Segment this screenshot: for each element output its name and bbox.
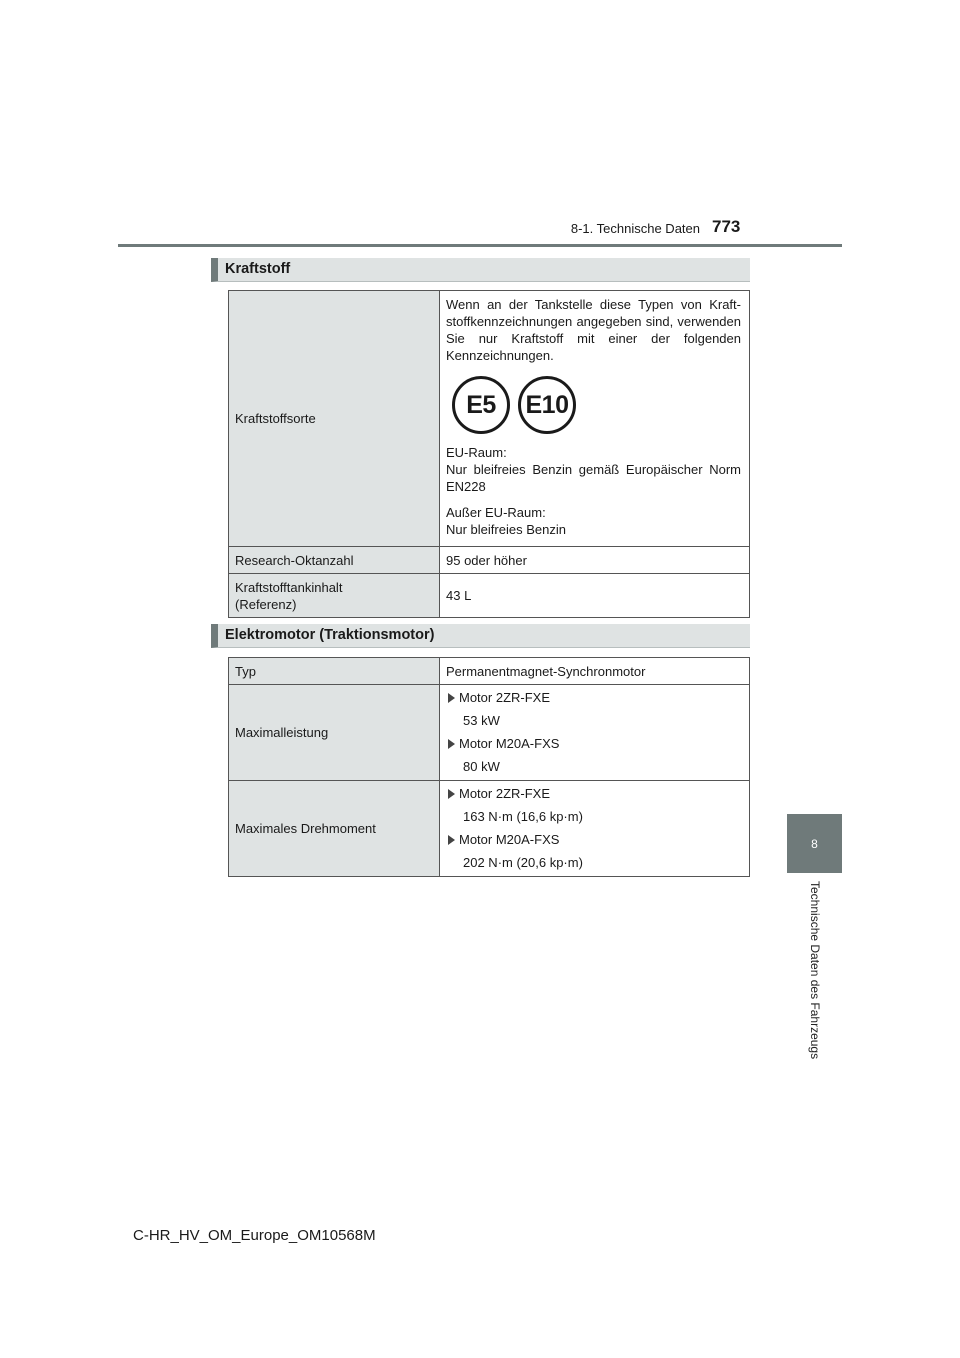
page-number: 773 <box>712 217 741 236</box>
table-row <box>229 574 750 618</box>
section-heading-kraftstoff: Kraftstoff <box>211 258 750 282</box>
section-heading-elektromotor: Elektromotor (Traktionsmotor) <box>211 624 750 648</box>
chapter-number: 8 <box>811 836 818 851</box>
kraftstoffsorte-label: Kraftstoffsorte <box>229 291 440 547</box>
drehmoment-value-2: 202 N·m (20,6 kp·m) <box>463 855 583 870</box>
document-id: C-HR_HV_OM_Europe_OM10568M <box>133 1227 376 1244</box>
list-item <box>446 785 743 802</box>
list-item <box>446 735 743 752</box>
tank-label <box>229 574 440 618</box>
table-row <box>229 658 750 685</box>
table-row <box>229 685 750 781</box>
non-eu-label: Außer EU-Raum: <box>446 505 546 520</box>
leistung-value-1: 53 kW <box>463 713 500 728</box>
table-row <box>229 781 750 877</box>
motor-name: Motor M20A-FXS <box>459 736 560 751</box>
motor-name: Motor 2ZR-FXE <box>459 690 551 705</box>
list-item <box>446 831 743 848</box>
table-row <box>229 291 750 547</box>
section-title: 8-1. Technische Daten <box>570 221 700 236</box>
typ-label: Typ <box>229 658 440 685</box>
leistung-value <box>440 685 750 781</box>
fuel-labels <box>452 376 741 434</box>
tank-label-line1: Kraftstofftankinhalt <box>235 579 343 595</box>
table-row <box>229 547 750 574</box>
fuel-label-e5: E5 <box>452 376 510 434</box>
drehmoment-label: Maximales Drehmoment <box>229 781 440 877</box>
motor-name: Motor 2ZR-FXE <box>459 786 551 801</box>
eu-text: Nur bleifreies Benzin gemäß Europäischer Norm EN228 <box>446 462 741 494</box>
elektromotor-table <box>228 657 750 877</box>
drehmoment-value-1: 163 N·m (16,6 kp·m) <box>463 809 583 824</box>
kraftstoff-intro: Wenn an der Tankstelle diese Typen von Kraftstoffkennzeichnungen angegeben sind, verwenden Sie nur Kraftstoff mit einer der folgenden Kennzeichnungen. <box>446 297 741 363</box>
chapter-label-text: Technische Daten des Fahrzeugs <box>808 881 822 1060</box>
fuel-label-e10: E10 <box>518 376 576 434</box>
list-item <box>446 689 743 706</box>
bullet-triangle-icon <box>448 739 455 749</box>
oktan-value: 95 oder höher <box>440 547 750 574</box>
drehmoment-value <box>440 781 750 877</box>
bullet-triangle-icon <box>448 693 455 703</box>
oktan-label: Research-Oktanzahl <box>229 547 440 574</box>
kraftstoff-table <box>228 290 750 618</box>
eu-label: EU-Raum: <box>446 445 507 460</box>
bullet-triangle-icon <box>448 835 455 845</box>
tank-label-line2: (Referenz) <box>235 596 297 612</box>
bullet-triangle-icon <box>448 789 455 799</box>
typ-value: Permanentmagnet-Synchronmotor <box>440 658 750 685</box>
leistung-value-2: 80 kW <box>463 759 500 774</box>
chapter-tab <box>787 814 842 873</box>
tank-value: 43 L <box>440 574 750 618</box>
non-eu-text: Nur bleifreies Benzin <box>446 522 566 537</box>
leistung-label: Maximalleistung <box>229 685 440 781</box>
motor-name: Motor M20A-FXS <box>459 832 560 847</box>
header-rule <box>118 244 842 247</box>
kraftstoffsorte-value <box>440 291 750 547</box>
